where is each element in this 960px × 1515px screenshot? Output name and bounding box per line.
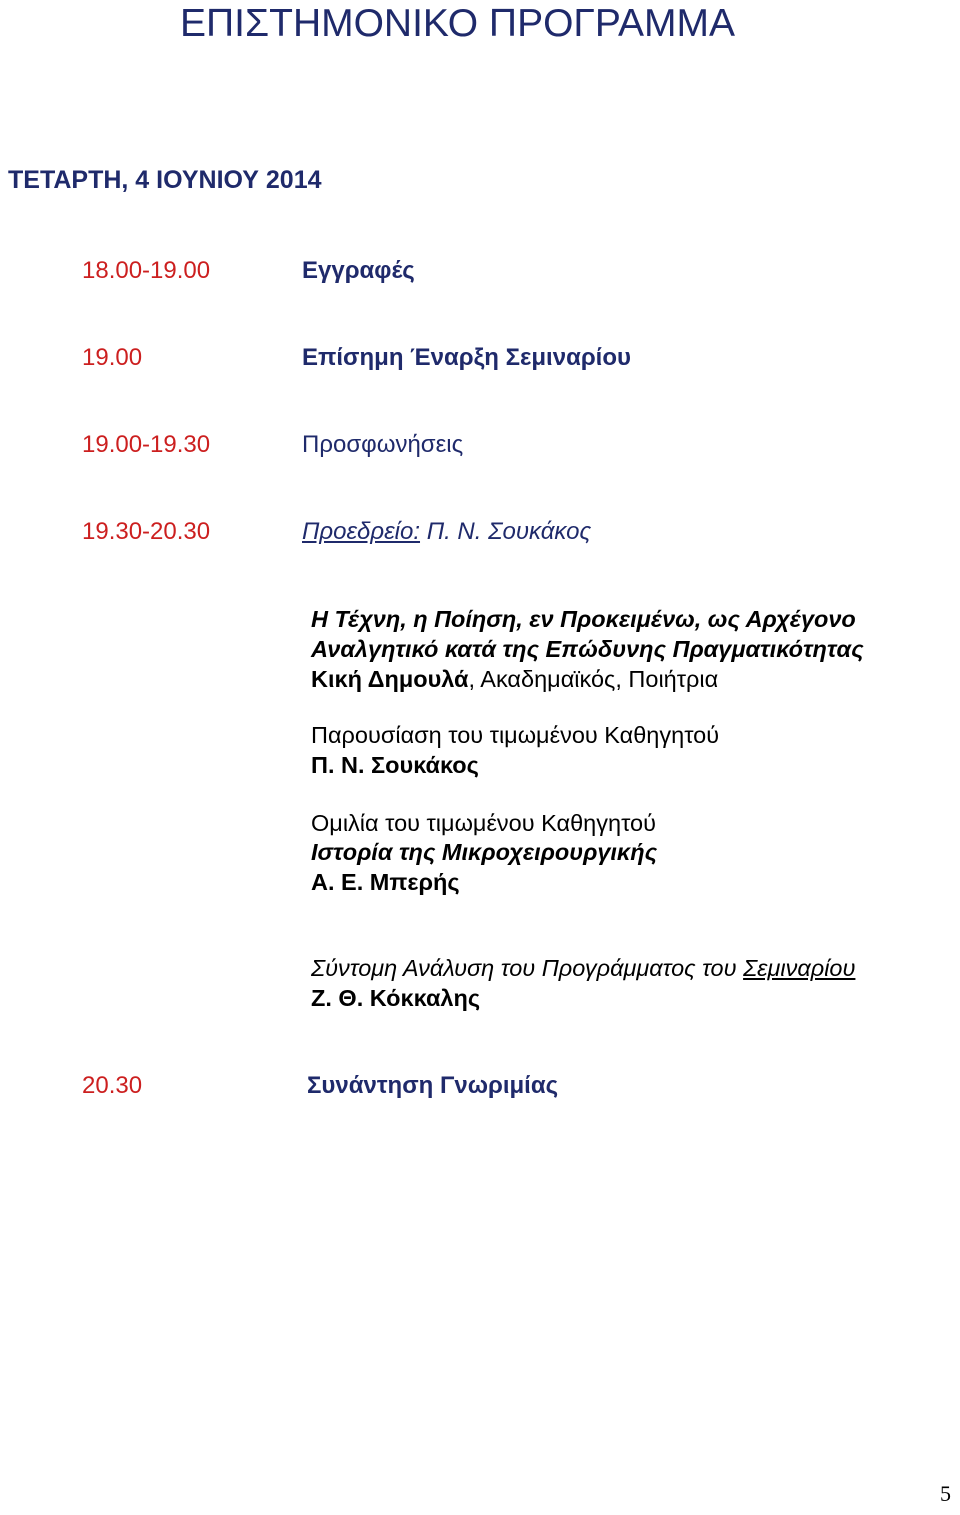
session-chair-line [302, 520, 591, 544]
schedule-time-session: 19.30-20.30 [82, 518, 211, 545]
lecture-title: Ιστορία της Μικροχειρουργικής [311, 839, 658, 865]
overview-prefix: Σύντομη Ανάλυση του Προγράμματος του [311, 955, 744, 981]
schedule-activity-opening: Επίσημη Έναρξη Σεμιναρίου [302, 344, 631, 371]
page-title: ΕΠΙΣΤΗΜΟΝΙΚΟ ΠΡΟΓΡΑΜΜΑ [180, 2, 736, 45]
lecture-speaker: Α. Ε. Μπερής [311, 869, 460, 895]
chair-name: Π. Ν. Σουκάκος [426, 518, 592, 545]
chair-label: Προεδρείο: [302, 518, 421, 545]
schedule-time-greetings: 19.00-19.30 [82, 431, 211, 458]
lecture-label: Ομιλία του τιμωμένου Καθηγητού [311, 810, 656, 836]
schedule-activity-meeting: Συνάντηση Γνωριμίας [307, 1072, 559, 1099]
schedule-activity-registration: Εγγραφές [302, 257, 415, 284]
talk1-title-line2: Αναλγητικό κατά της Επώδυνης Πραγματικότητας [311, 636, 864, 662]
day-heading: ΤΕΤΑΡΤΗ, 4 ΙΟΥΝΙΟΥ 2014 [8, 166, 322, 194]
schedule-activity-greetings: Προσφωνήσεις [302, 431, 464, 458]
page-number: 5 [940, 1481, 951, 1506]
talk1-speaker: Κική Δημουλά [311, 666, 469, 692]
presentation-label: Παρουσίαση του τιμωμένου Καθηγητού [311, 722, 720, 748]
overview-underlined: Σεμιναρίου [743, 955, 856, 981]
schedule-time-opening: 19.00 [82, 344, 143, 371]
talk1-title-line1: Η Τέχνη, η Ποίηση, εν Προκειμένω, ως Αρχέγονο [311, 606, 856, 632]
schedule-time-meeting: 20.30 [82, 1072, 143, 1099]
talk1-speaker-line [311, 668, 718, 692]
overview-speaker: Ζ. Θ. Κόκκαλης [311, 985, 481, 1011]
overview-title [311, 957, 855, 981]
talk1-affiliation: , Ακαδημαϊκός, Ποιήτρια [468, 666, 719, 692]
schedule-time-registration: 18.00-19.00 [82, 257, 211, 284]
presentation-name: Π. Ν. Σουκάκος [311, 752, 479, 778]
